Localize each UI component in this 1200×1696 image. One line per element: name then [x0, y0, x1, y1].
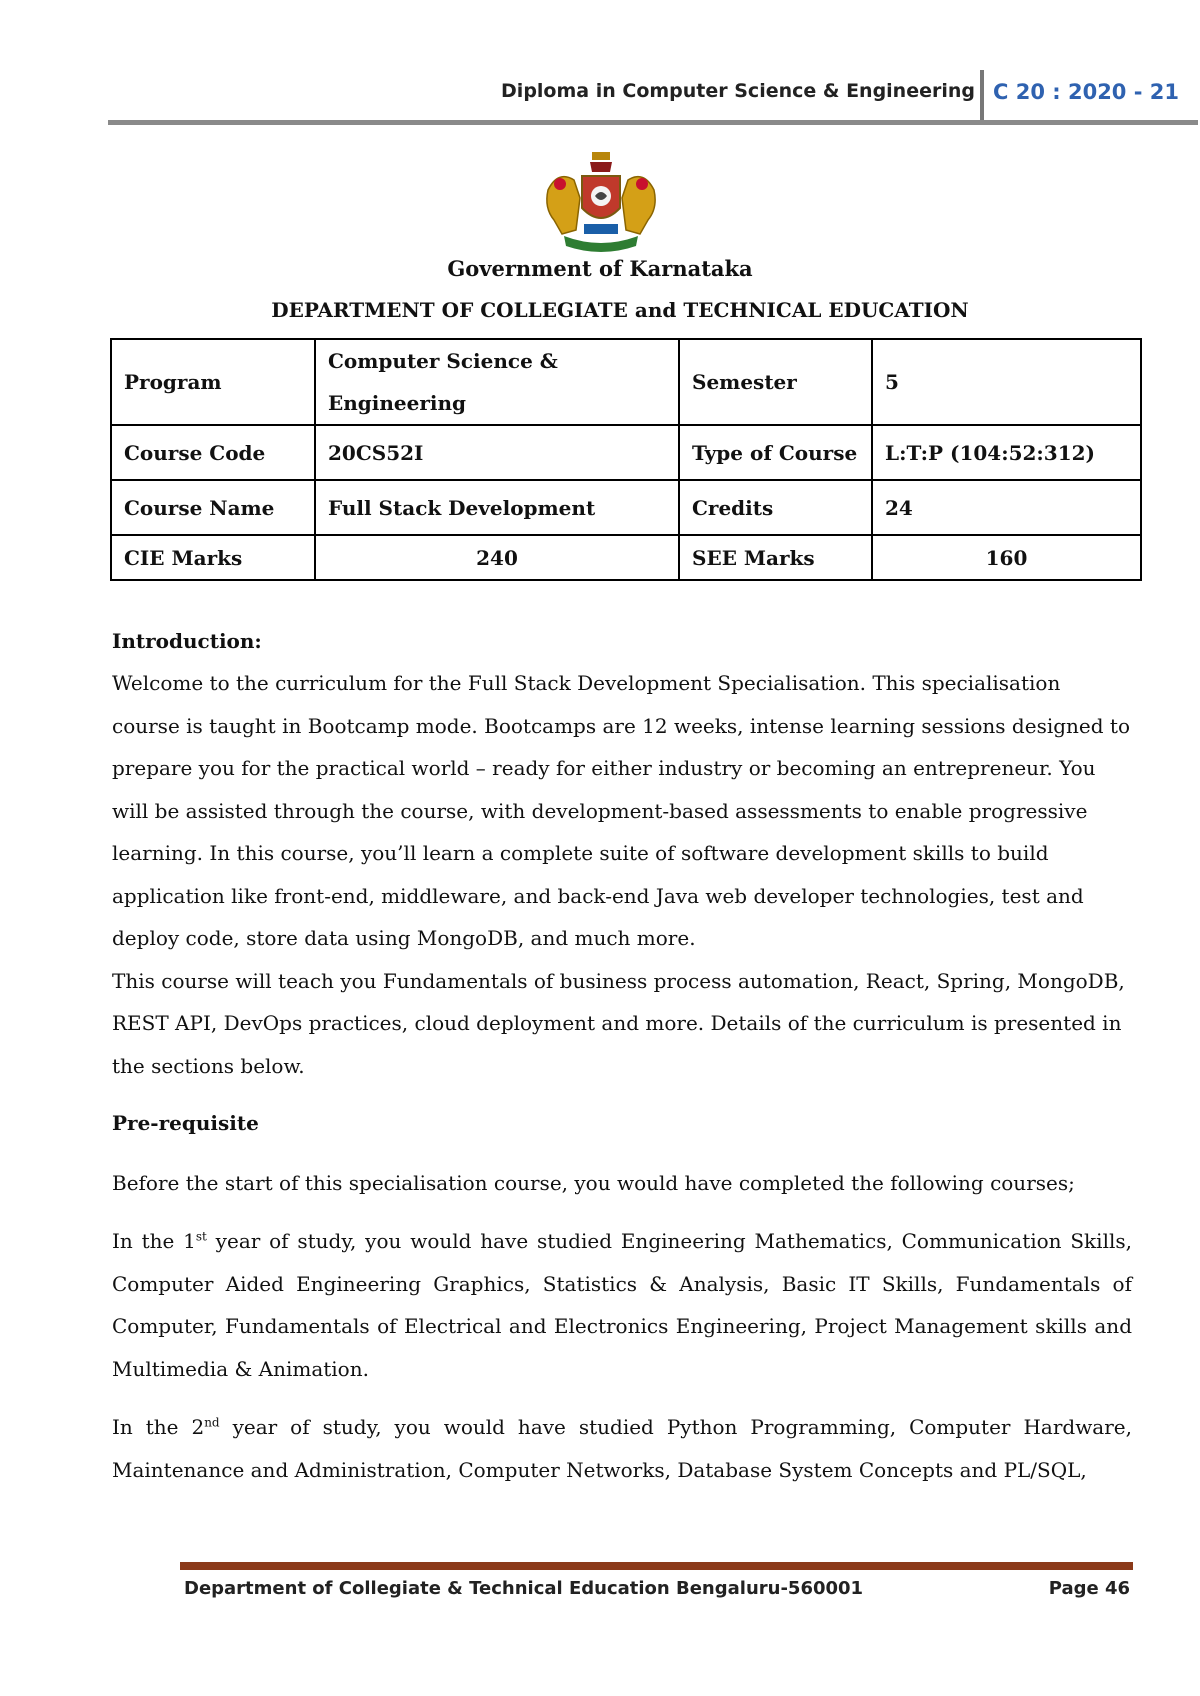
program-value: Computer Science & Engineering [315, 339, 679, 425]
semester-label: Semester [679, 339, 872, 425]
prerequisite-heading: Pre-requisite [112, 1111, 259, 1135]
footer-rule [180, 1562, 1133, 1570]
year2-text: year of study, you would have studied Python Programming, Computer Hardware, Maintenance and Administration, Computer Networks, Database System Concepts and PL/SQL, [112, 1415, 1132, 1482]
course-code-value: 20CS52I [315, 425, 679, 480]
prerequisite-year2 [112, 1406, 1132, 1491]
table-row [111, 339, 1141, 425]
introduction-heading: Introduction: [112, 629, 262, 653]
cie-marks-label: CIE Marks [111, 535, 315, 580]
table-row [111, 480, 1141, 535]
year1-superscript: st [195, 1229, 207, 1244]
header-rule [108, 120, 1198, 125]
type-of-course-label: Type of Course [679, 425, 872, 480]
year2-superscript: nd [204, 1415, 220, 1430]
introduction-paragraph: This course will teach you Fundamentals of business process automation, React, Spring, MongoDB, REST API, DevOps practices, cloud deployment and more. Details of the curriculum is presented in the sections below. [112, 968, 1125, 1078]
footer-page-number: Page 46 [1048, 1578, 1130, 1599]
table-row [111, 425, 1141, 480]
course-name-label: Course Name [111, 480, 315, 535]
header-curriculum-code: C 20 : 2020 - 21 [993, 80, 1179, 104]
footer-department: Department of Collegiate & Technical Education Bengaluru-560001 [184, 1578, 864, 1599]
credits-value: 24 [872, 480, 1141, 535]
introduction-body [112, 662, 1132, 1087]
cie-marks-value: 240 [315, 535, 679, 580]
header-title: Diploma in Computer Science & Engineering [501, 80, 975, 102]
introduction-paragraph: Welcome to the curriculum for the Full Stack Development Specialisation. This specialisation course is taught in Bootcamp mode. Bootcamps are 12 weeks, intense learning sessions designed to prepare you for the practical world – ready for either industry or becoming an entrepreneur. You will be assisted through the course, with development-based assessments to enable progressive learning. In this course, you’ll learn a complete suite of software development skills to build application like front-end, middleware, and back-end Java web developer technologies, test and deploy code, store data using MongoDB, and much more. [112, 671, 1130, 950]
header-separator [980, 70, 984, 122]
course-code-label: Course Code [111, 425, 315, 480]
department-title: DEPARTMENT OF COLLEGIATE and TECHNICAL EDUCATION [271, 298, 969, 322]
government-title: Government of Karnataka [447, 256, 753, 281]
semester-value: 5 [872, 339, 1141, 425]
year1-text: year of study, you would have studied Engineering Mathematics, Communication Skills, Computer Aided Engineering Graphics, Statistics & Analysis, Basic IT Skills, Fundamentals of Computer, Fundamentals of Electrical and Electronics Engineering, Project Management skills and Multimedia & Animation. [112, 1229, 1132, 1381]
see-marks-value: 160 [872, 535, 1141, 580]
see-marks-label: SEE Marks [679, 535, 872, 580]
credits-label: Credits [679, 480, 872, 535]
table-row [111, 535, 1141, 580]
course-info-table [110, 338, 1142, 581]
karnataka-emblem-icon [540, 150, 662, 260]
year1-prefix: In the 1 [112, 1229, 196, 1253]
year2-prefix: In the 2 [112, 1415, 205, 1439]
program-label: Program [111, 339, 315, 425]
type-of-course-value: L:T:P (104:52:312) [872, 425, 1141, 480]
course-name-value: Full Stack Development [315, 480, 679, 535]
prerequisite-year1 [112, 1220, 1132, 1390]
prerequisite-intro: Before the start of this specialisation course, you would have completed the following courses; [112, 1171, 1075, 1195]
